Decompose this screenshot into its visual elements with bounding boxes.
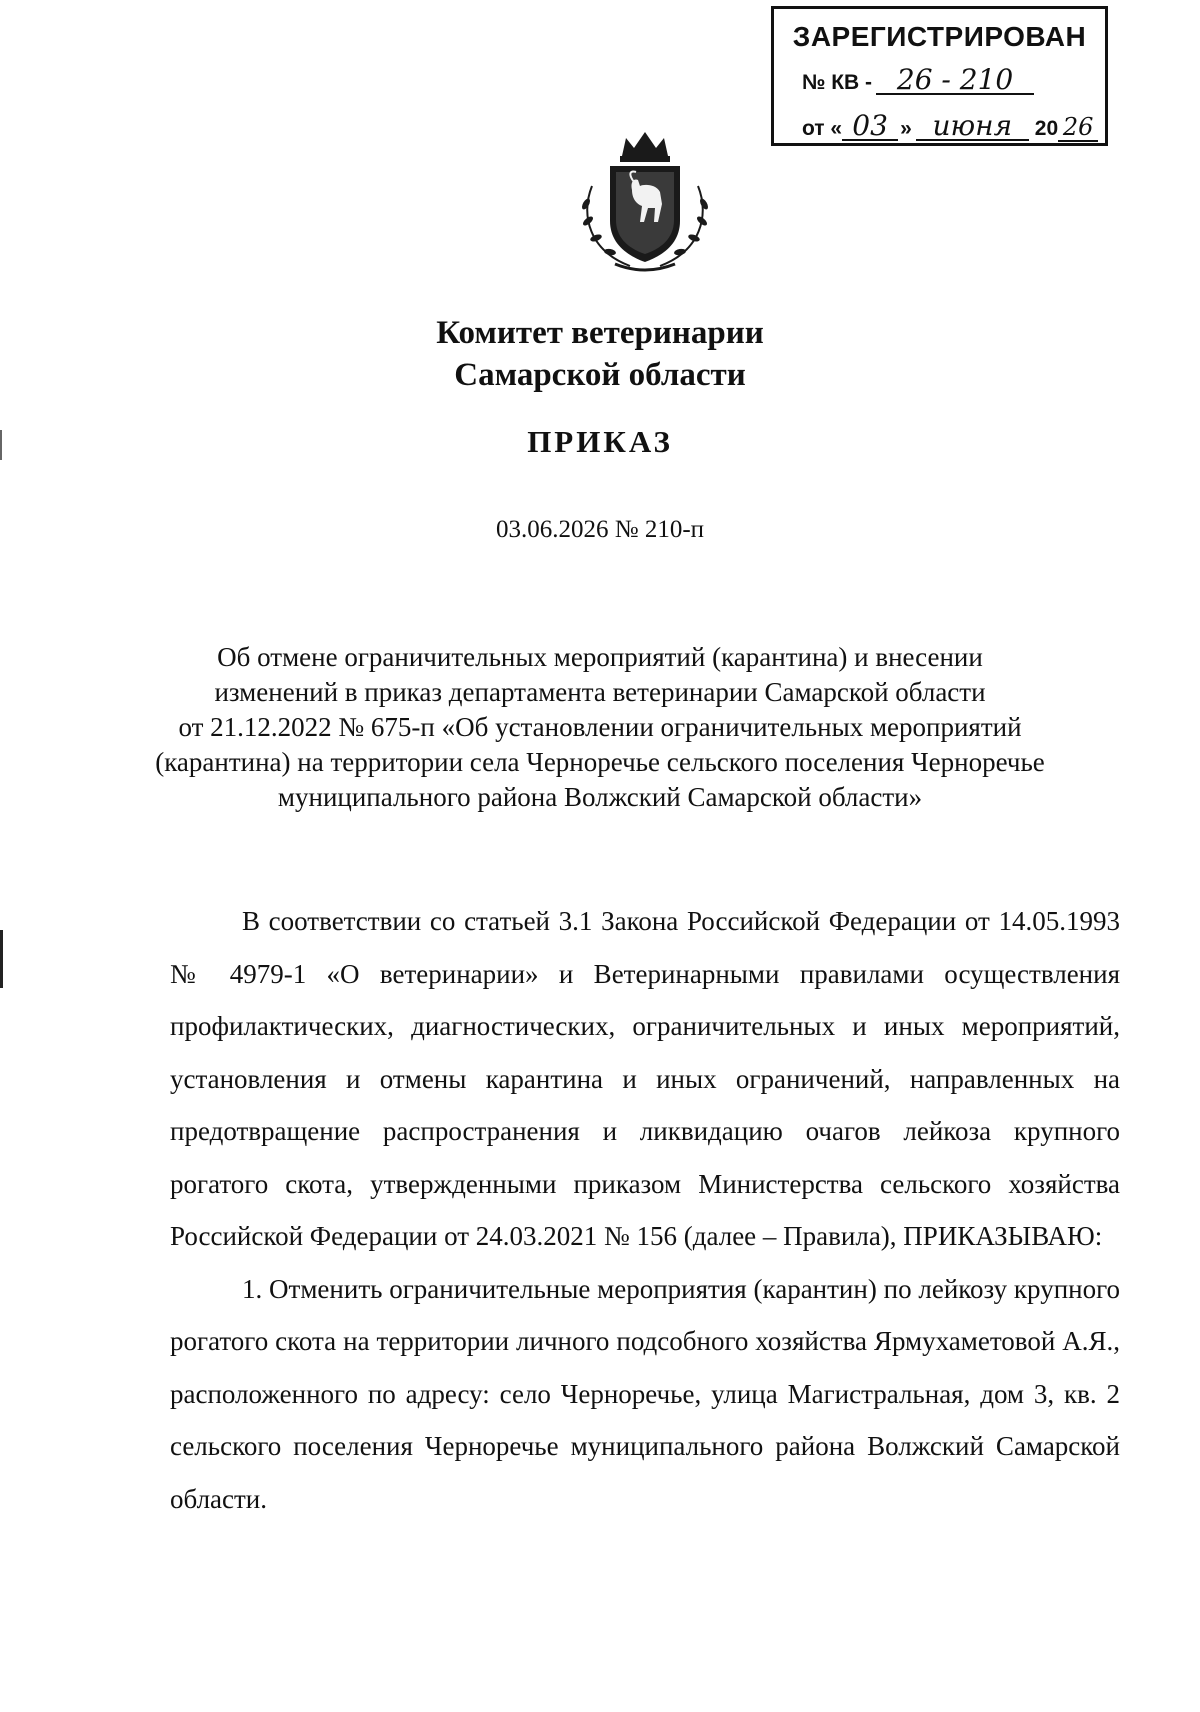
title-line: Об отмене ограничительных мероприятий (карантина) и внесении bbox=[217, 642, 983, 672]
stamp-date-quote: » bbox=[900, 117, 912, 140]
stamp-number-line bbox=[802, 63, 1034, 96]
title-line: изменений в приказ департамента ветеринарии Самарской области bbox=[214, 677, 986, 707]
stamp-date-month: июня bbox=[916, 113, 1029, 141]
stamp-date-day: 03 bbox=[842, 113, 898, 141]
stamp-title: ЗАРЕГИСТРИРОВАН bbox=[792, 21, 1087, 52]
organization-name-line2: Самарской области bbox=[454, 357, 746, 393]
preamble-paragraph: В соответствии со статьей 3.1 Закона Российской Федерации от 14.05.1993 № 4979-1 «О ветеринарии» и Ветеринарными правилами осуществления профилактических, диагностических, ограничительных и иных мероприятий, установления и отмены карантина и иных ограничений, направленных на предотвращение распространения и ликвидацию очагов лейкоза крупного рогатого скота, утвержденными приказом Министерства сельского хозяйства Российской Федерации от 24.03.2021 № 156 (далее – Правила), ПРИКАЗЫВАЮ: bbox=[170, 906, 1120, 1251]
samara-region-coat-of-arms-icon bbox=[570, 126, 720, 276]
organization-name bbox=[0, 312, 1200, 396]
organization-name-line1: Комитет ветеринарии bbox=[436, 315, 764, 351]
title-line: муниципального района Волжский Самарской области» bbox=[277, 782, 923, 812]
registration-stamp bbox=[771, 6, 1108, 146]
scan-edge-mark bbox=[0, 930, 3, 988]
document-type: ПРИКАЗ bbox=[527, 424, 673, 459]
stamp-date-year-prefix: 20 bbox=[1034, 117, 1059, 140]
document-body bbox=[170, 895, 1120, 1525]
document-date-number: 03.06.2026 № 210-п bbox=[495, 516, 705, 543]
stamp-number-prefix: № КВ - bbox=[802, 71, 873, 94]
stamp-date-year-suffix: 26 bbox=[1058, 114, 1098, 142]
stamp-date-line bbox=[802, 109, 1098, 142]
document-title bbox=[0, 640, 1200, 815]
title-line: (карантина) на территории села Черноречье сельского поселения Черноречье bbox=[155, 747, 1045, 777]
stamp-date-prefix: от « bbox=[802, 117, 843, 140]
order-item-1: 1. Отменить ограничительные мероприятия (карантин) по лейкозу крупного рогатого скота на территории личного подсобного хозяйства Ярмухаметовой А.Я., расположенного по адресу: село Черноречье, улица Магистральная, дом 3, кв. 2 сельского поселения Черноречье муниципального района Волжский Самарской области. bbox=[170, 1273, 1120, 1514]
stamp-number-handwritten: 26 - 210 bbox=[876, 67, 1034, 95]
title-line: от 21.12.2022 № 675-п «Об установлении ограничительных мероприятий bbox=[178, 712, 1022, 742]
